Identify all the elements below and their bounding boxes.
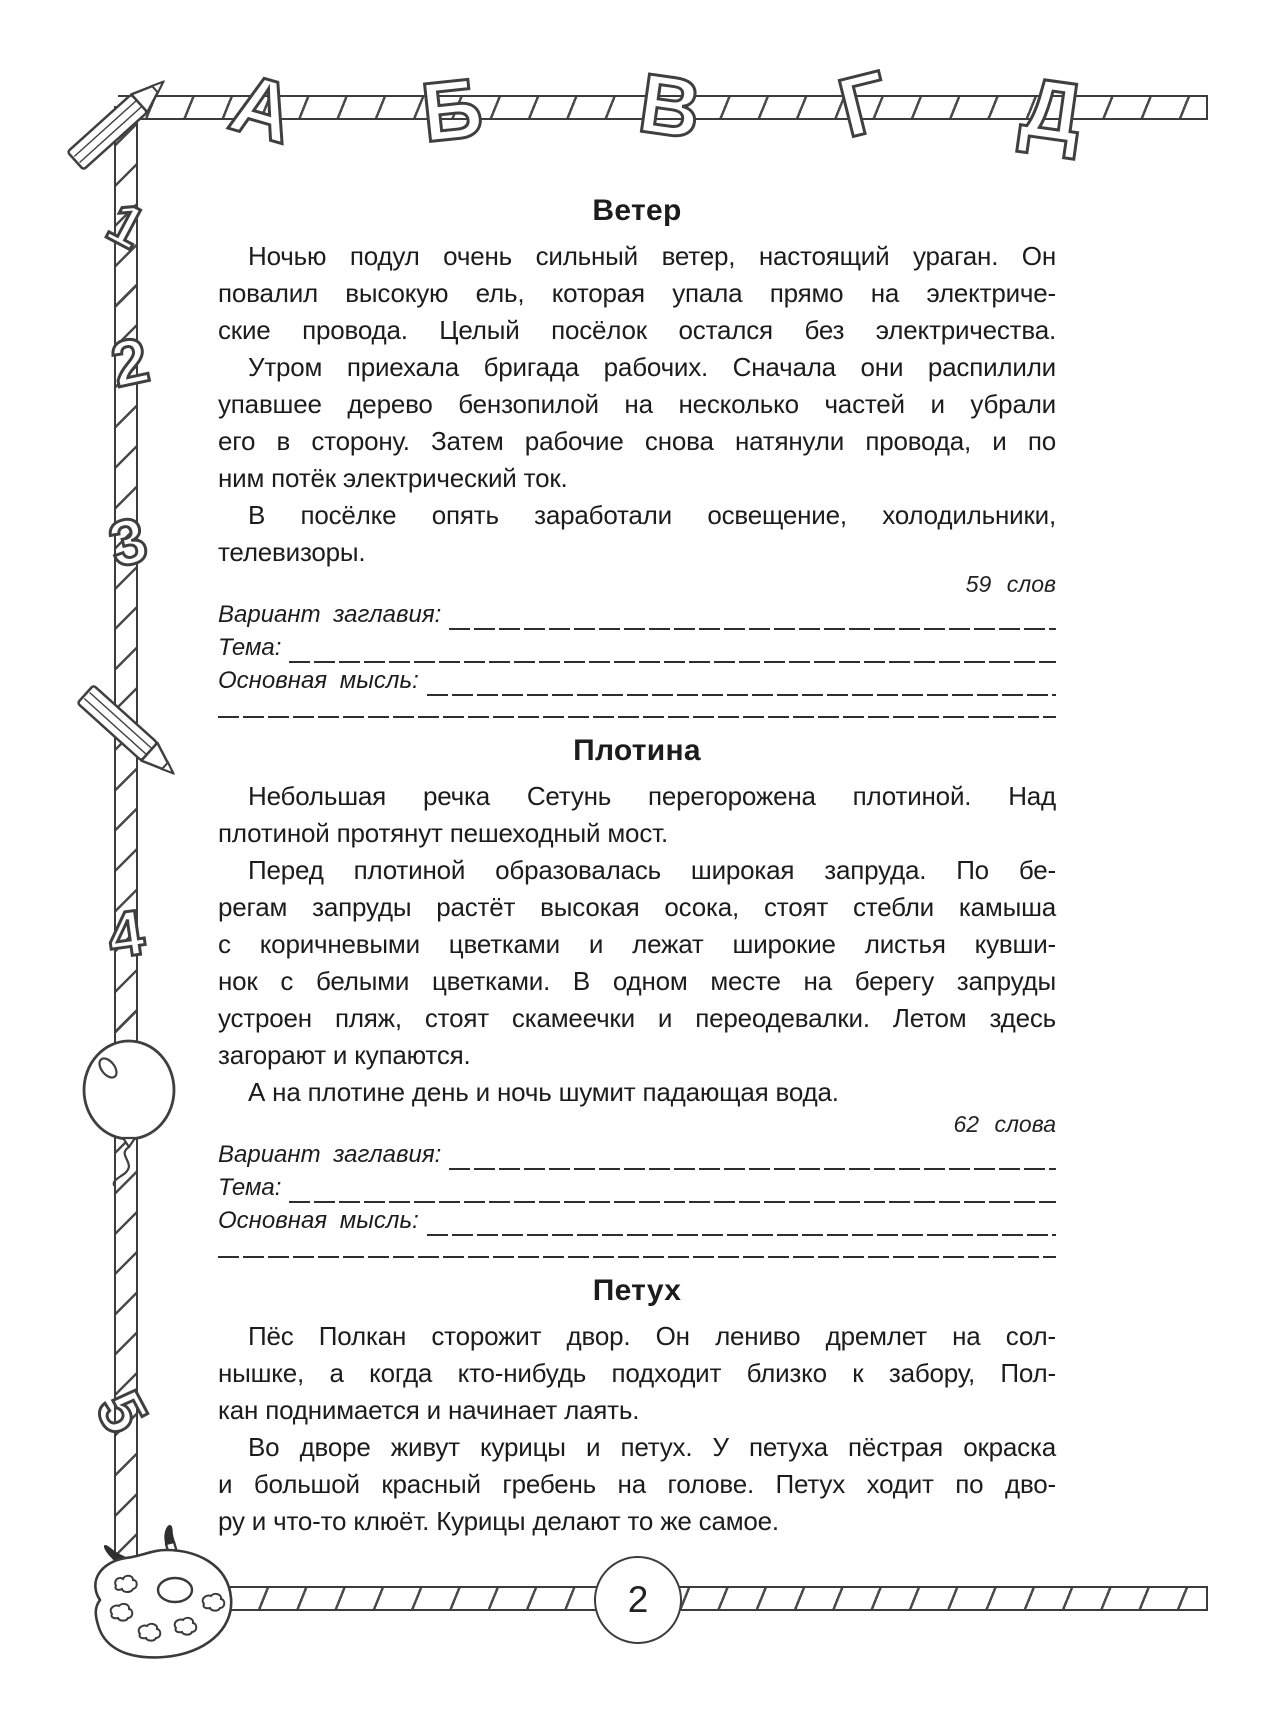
text-line: телевизоры. bbox=[218, 537, 366, 567]
field-row bbox=[218, 1170, 1056, 1203]
continuation-line bbox=[218, 1256, 1056, 1258]
section-body bbox=[218, 238, 1056, 571]
balloon-icon bbox=[75, 1038, 185, 1188]
field-row bbox=[218, 630, 1056, 663]
text-line: плотиной протянут пешеходный мост. bbox=[218, 818, 668, 848]
text-line: с коричневыми цветками и лежат широкие листья кувши- bbox=[218, 929, 1056, 959]
text-line: нок с белыми цветками. В одном месте на берегу запруды bbox=[218, 966, 1056, 996]
section-body bbox=[218, 1318, 1056, 1540]
section-title: Петух bbox=[592, 1274, 682, 1307]
field-row bbox=[218, 597, 1056, 630]
border-number: 4 bbox=[103, 895, 149, 973]
text-line: А на плотине день и ночь шумит падающая вода. bbox=[248, 1077, 839, 1107]
border-letter: Д bbox=[1015, 59, 1089, 161]
border-number: 1 bbox=[96, 189, 156, 262]
text-line: нышке, а когда кто-нибудь подходит близко к забору, Пол- bbox=[218, 1358, 1056, 1388]
text-line: Пёс Полкан сторожит двор. Он лениво дремлет на сол- bbox=[248, 1321, 1056, 1351]
page-number-badge bbox=[594, 1556, 682, 1644]
field-write-line bbox=[427, 1206, 1056, 1236]
text-line: Ночью подул очень сильный ветер, настоящий ураган. Он bbox=[248, 241, 1056, 271]
border-number: 2 bbox=[105, 323, 155, 401]
word-count: 62 слова bbox=[953, 1111, 1056, 1137]
field-row bbox=[218, 1137, 1056, 1170]
field-label-theme: Тема: bbox=[218, 1174, 282, 1201]
section-title: Ветер bbox=[592, 194, 682, 227]
text-line: и большой красный гребень на голове. Петух ходит по дво- bbox=[218, 1469, 1056, 1499]
field-write-line bbox=[289, 1173, 1056, 1203]
text-line: устроен пляж, стоят скамеечки и переодевалки. Летом здесь bbox=[218, 1003, 1056, 1033]
field-label-main-idea: Основная мысль: bbox=[218, 1207, 419, 1234]
palette-icon bbox=[68, 1516, 248, 1676]
border-number: 3 bbox=[102, 502, 154, 582]
text-line: В посёлке опять заработали освещение, холодильники, bbox=[248, 500, 1056, 530]
field-row bbox=[218, 663, 1056, 696]
border-letter: А bbox=[220, 54, 306, 162]
page-number: 2 bbox=[627, 1579, 649, 1620]
field-label-main-idea: Основная мысль: bbox=[218, 667, 419, 694]
border-number: 5 bbox=[81, 1379, 163, 1445]
border-letter: В bbox=[633, 55, 707, 157]
text-line: упавшее дерево бензопилой на несколько частей и убрали bbox=[218, 389, 1056, 419]
text-line: повалил высокую ель, которая упала прямо на электриче- bbox=[218, 278, 1056, 308]
field-label-variant: Вариант заглавия: bbox=[218, 601, 442, 628]
content bbox=[218, 194, 1056, 1540]
field-label-variant: Вариант заглавия: bbox=[218, 1141, 442, 1168]
field-write-line bbox=[449, 600, 1056, 630]
text-line: Утром приехала бригада рабочих. Сначала они распилили bbox=[248, 352, 1056, 382]
border-letter: Г bbox=[829, 52, 899, 156]
text-line: Во дворе живут курицы и петух. У петуха пёстрая окраска bbox=[248, 1432, 1056, 1462]
text-line: регам запруды растёт высокая осока, стоят стебли камыша bbox=[218, 892, 1056, 922]
field-write-line bbox=[289, 633, 1056, 663]
border-letter: Б bbox=[417, 60, 487, 160]
section-body bbox=[218, 778, 1056, 1111]
text-line: ские провода. Целый посёлок остался без электричества. bbox=[218, 315, 1056, 345]
word-count: 59 слов bbox=[965, 571, 1056, 597]
text-line: ру и что-то клюёт. Курицы делают то же самое. bbox=[218, 1506, 779, 1536]
field-row bbox=[218, 1203, 1056, 1236]
text-line: ним потёк электрический ток. bbox=[218, 463, 568, 493]
text-line: Небольшая речка Сетунь перегорожена плотиной. Над bbox=[248, 781, 1056, 811]
field-write-line bbox=[427, 666, 1056, 696]
text-line: кан поднимается и начинает лаять. bbox=[218, 1395, 640, 1425]
text-line: загорают и купаются. bbox=[218, 1040, 471, 1070]
text-line: его в сторону. Затем рабочие снова натянули провода, и по bbox=[218, 426, 1056, 456]
section-title: Плотина bbox=[573, 734, 701, 767]
continuation-line bbox=[218, 716, 1056, 718]
text-line: Перед плотиной образовалась широкая запруда. По бе- bbox=[248, 855, 1056, 885]
field-label-theme: Тема: bbox=[218, 634, 282, 661]
field-write-line bbox=[449, 1140, 1056, 1170]
